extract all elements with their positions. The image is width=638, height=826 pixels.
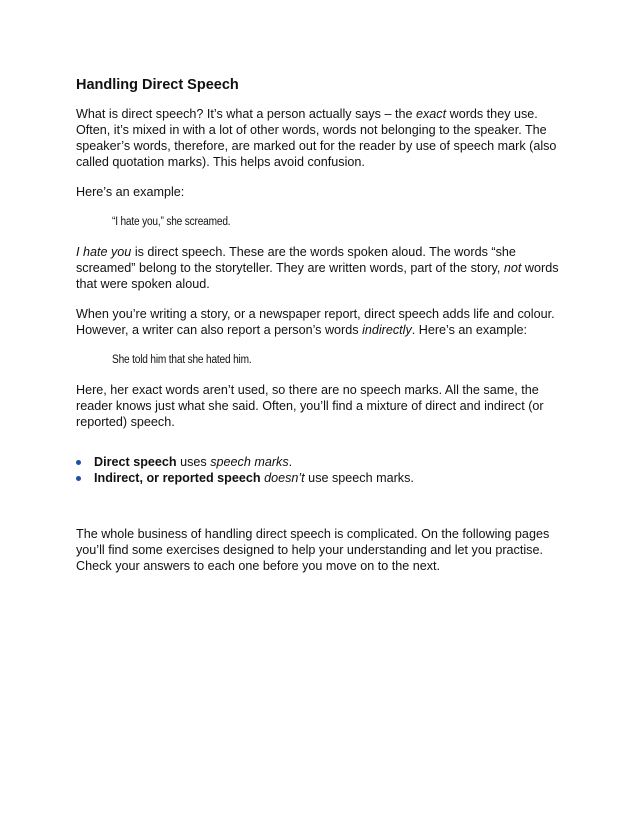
paragraph-explanation [76,244,566,292]
text-run: words they use. Often, it’s mixed in with a lot of other words, words not belonging to the speaker. The speaker’s words, therefore, are marked out for the reader by use of speech mark (also called quotation marks). This helps avoid confusion. [76,107,557,169]
emphasis-i-hate-you: I hate you [76,245,132,259]
paragraph-reported-speech: Here, her exact words aren’t used, so there are no speech marks. All the same, the reader knows just what she said. Often, you’ll find a mixture of direct and indirect (or reported) speech. [76,383,544,429]
emphasis-indirectly: indirectly [362,323,412,337]
document-page [76,76,566,588]
text-run: use speech marks. [304,471,414,485]
paragraph-example-intro: Here’s an example: [76,185,185,199]
text-run: uses [176,455,211,469]
text-run: When you’re writing a story, or a newspaper report, direct speech adds life and colour. However, a writer can also report a person’s words [76,307,555,337]
paragraph-indirect-intro [76,306,566,338]
emphasis-not: not [503,261,522,275]
paragraph-closing: The whole business of handling direct speech is complicated. On the following pages you’ll find some exercises designed to help your understanding and let you practise. Check your answers to each one before you move on to the next. [76,527,550,573]
text-run: . [288,455,293,469]
text-run: words that were spoken aloud. [76,261,559,291]
bullet-term: Direct speech [94,455,177,469]
summary-list [76,454,566,486]
bullet-emphasis: speech marks [210,455,289,469]
bullet-icon [76,476,81,481]
list-item [76,454,566,470]
emphasis-exact: exact [415,107,447,121]
example-indirect-speech: She told him that she hated him. [112,354,252,366]
text-run: is direct speech. These are the words spoken aloud. The words “she screamed” belong to the storyteller. They are written words, part of the story, [76,245,516,275]
example-direct-speech: “I hate you,” she screamed. [112,216,231,228]
list-item [76,470,566,486]
text-run: What is direct speech? It’s what a person actually says – the [76,107,416,121]
bullet-icon [76,460,81,465]
text-run: . Here’s an example: [411,323,528,337]
bullet-term: Indirect, or reported speech [94,471,261,485]
bullet-emphasis: doesn’t [264,471,305,485]
paragraph-what-is-direct-speech [76,106,566,170]
page-title: Handling Direct Speech [76,77,239,93]
